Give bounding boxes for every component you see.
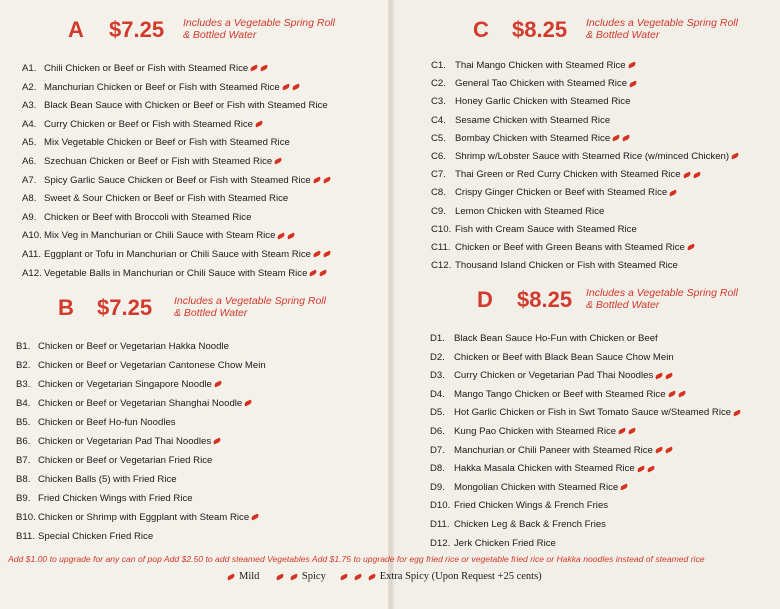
menu-item-d10 — [430, 500, 608, 512]
menu-item-d5 — [430, 407, 741, 419]
item-name: Honey Garlic Chicken with Steamed Rice — [455, 96, 631, 108]
item-code: C2. — [431, 78, 446, 90]
menu-item-a6 — [22, 156, 282, 168]
legend-mild: Mild — [239, 571, 260, 582]
menu-item-b9 — [16, 493, 193, 505]
item-code: C10. — [431, 223, 452, 235]
pepper-icon — [665, 372, 674, 379]
pepper-icon — [620, 484, 629, 491]
pepper-icon — [213, 381, 222, 388]
pepper-icon — [250, 65, 259, 72]
legend-spicy: Spicy — [301, 571, 326, 582]
pepper-icon — [367, 573, 376, 580]
menu-item-c7 — [431, 169, 701, 181]
item-name: Shrimp w/Lobster Sauce with Steamed Rice (w/minced Chicken) — [455, 151, 730, 162]
item-code: D4. — [430, 388, 445, 400]
item-code: D8. — [430, 463, 445, 475]
pepper-icon — [274, 158, 283, 165]
section-note — [183, 17, 363, 41]
item-name: Lemon Chicken with Steamed Rice — [455, 205, 605, 217]
item-code: C5. — [431, 132, 446, 144]
pepper-icon — [612, 135, 621, 142]
pepper-icon — [686, 244, 695, 251]
item-name: Mango Tango Chicken or Beef with Steamed Rice — [454, 388, 666, 400]
item-name: Chicken Balls (5) with Fried Rice — [38, 474, 177, 485]
item-name: Sesame Chicken with Steamed Rice — [455, 114, 611, 126]
item-name: Chicken or Vegetarian Pad Thai Noodles — [38, 436, 212, 447]
pepper-icon — [291, 84, 300, 91]
item-code: D6. — [430, 426, 445, 437]
menu-item-b11 — [16, 531, 153, 543]
item-code: A4. — [22, 118, 37, 130]
menu-item-d4 — [430, 389, 686, 401]
pepper-icon — [669, 189, 678, 196]
item-name: Fried Chicken Wings with Fried Rice — [38, 493, 193, 504]
item-code: B10. — [16, 512, 36, 523]
menu-item-a8 — [22, 193, 288, 205]
pepper-icon — [654, 447, 663, 454]
pepper-icon — [227, 573, 236, 580]
item-name: Fish with Cream Sauce with Steamed Rice — [455, 223, 637, 235]
item-code: A6. — [22, 156, 37, 167]
pepper-icon — [289, 573, 298, 580]
menu-item-d2 — [430, 352, 674, 364]
item-code: B5. — [16, 417, 31, 428]
item-name: Chicken or Beef with Green Beans with Steamed Rice — [455, 242, 685, 253]
section-note — [174, 295, 354, 319]
item-code: A10. — [22, 230, 42, 242]
section-letter: A — [68, 17, 84, 42]
item-name: Thousand Island Chicken or Fish with Steamed Rice — [455, 260, 678, 272]
item-name: Vegetable Balls in Manchurian or Chili Sauce with Steam Rice — [44, 267, 308, 279]
menu-item-c10 — [431, 224, 637, 236]
note-line-2: & Bottled Water — [586, 29, 660, 41]
section-note — [586, 17, 766, 41]
menu-item-a11 — [22, 249, 331, 261]
menu-item-d8 — [430, 463, 655, 475]
item-name: Szechuan Chicken or Beef or Fish with Steamed Rice — [44, 156, 273, 167]
note-line-1: Includes a Vegetable Spring Roll — [174, 295, 326, 307]
section-d-header — [477, 287, 777, 327]
menu-item-a4 — [22, 119, 263, 131]
item-code: C6. — [431, 151, 446, 162]
menu-item-a9 — [22, 212, 251, 224]
note-line-1: Includes a Vegetable Spring Roll — [586, 287, 738, 299]
pepper-icon — [309, 270, 318, 277]
pepper-icon — [636, 465, 645, 472]
item-code: C9. — [431, 205, 446, 217]
pepper-icon — [244, 400, 253, 407]
item-code: B1. — [16, 341, 31, 352]
item-name: Jerk Chicken Fried Rice — [454, 537, 556, 549]
item-code: A9. — [22, 211, 37, 223]
item-name: Chicken or Beef with Black Bean Sauce Chow Mein — [454, 351, 674, 363]
item-name: Thai Green or Red Curry Chicken with Steamed Rice — [455, 169, 681, 181]
item-name: Curry Chicken or Vegetarian Pad Thai Noodles — [454, 370, 654, 382]
item-name: Chili Chicken or Beef or Fish with Steamed Rice — [44, 63, 249, 74]
pepper-icon — [260, 65, 269, 72]
pepper-icon — [667, 391, 676, 398]
pepper-icon — [629, 80, 638, 87]
item-code: B3. — [16, 379, 31, 390]
item-name: Mix Veg in Manchurian or Chili Sauce with Steam Rice — [44, 230, 276, 242]
pepper-icon — [322, 177, 331, 184]
item-code: C8. — [431, 187, 446, 199]
pepper-icon — [213, 438, 222, 445]
item-name: Spicy Garlic Sauce Chicken or Beef or Fish with Steamed Rice — [44, 174, 311, 186]
item-code: A12. — [22, 267, 42, 279]
item-name: Special Chicken Fried Rice — [38, 531, 154, 542]
item-code: D5. — [430, 407, 445, 419]
item-name: Chicken or Vegetarian Singapore Noodle — [38, 379, 212, 390]
section-a-header — [68, 17, 368, 57]
item-name: Eggplant or Tofu in Manchurian or Chili Sauce with Steam Rice — [44, 249, 311, 260]
item-code: B4. — [16, 398, 31, 409]
pepper-icon — [628, 428, 637, 435]
pepper-icon — [655, 372, 664, 379]
item-code: D7. — [430, 444, 445, 456]
pepper-icon — [287, 232, 296, 239]
item-code: D12. — [430, 537, 451, 549]
menu-item-a10 — [22, 230, 295, 242]
item-code: D10. — [430, 500, 451, 512]
menu-item-d12 — [430, 538, 556, 550]
pepper-icon — [312, 177, 321, 184]
pepper-icon — [281, 84, 290, 91]
item-name: Chicken or Beef or Vegetarian Fried Rice — [38, 455, 213, 466]
menu-item-c11 — [431, 242, 695, 254]
section-letter: C — [473, 17, 489, 42]
pepper-icon — [731, 153, 740, 160]
menu-item-c3 — [431, 96, 630, 108]
menu-item-a2 — [22, 82, 300, 94]
menu-item-b3 — [16, 379, 222, 391]
note-line-2: & Bottled Water — [183, 29, 257, 41]
menu-item-c8 — [431, 187, 677, 199]
item-code: A5. — [22, 137, 37, 149]
menu-item-b8 — [16, 474, 177, 486]
pepper-icon — [622, 135, 631, 142]
pepper-icon — [255, 121, 264, 128]
pepper-icon — [646, 465, 655, 472]
section-price: $7.25 — [109, 17, 165, 42]
note-line-2: & Bottled Water — [586, 299, 660, 311]
menu-item-c1 — [431, 60, 636, 72]
menu-item-d6 — [430, 426, 636, 438]
item-code: B2. — [16, 360, 31, 371]
item-name: Chicken Leg & Back & French Fries — [454, 519, 606, 530]
pepper-icon — [627, 62, 636, 69]
pepper-icon — [692, 171, 701, 178]
item-code: D3. — [430, 370, 445, 382]
item-code: D9. — [430, 481, 445, 493]
item-name: Black Bean Sauce Ho-Fun with Chicken or Beef — [454, 333, 658, 344]
upgrade-note: Add $1.00 to upgrade for any can of pop Add $2.50 to add steamed Vegetables Add $1.75 to upgrade for egg fried rice or vegetable fried rice or Hakka noodles instead of steamed rice — [8, 554, 705, 564]
pepper-icon — [664, 447, 673, 454]
item-code: D11. — [430, 519, 450, 530]
item-name: Chicken or Beef with Broccoli with Steamed Rice — [44, 211, 252, 223]
pepper-icon — [251, 514, 260, 521]
menu-item-d11 — [430, 519, 606, 531]
menu-item-c12 — [431, 260, 678, 272]
menu-item-b4 — [16, 398, 252, 410]
item-name: Mix Vegetable Chicken or Beef or Fish with Steamed Rice — [44, 137, 290, 149]
section-price: $8.25 — [517, 287, 573, 312]
section-b-header — [58, 295, 378, 335]
item-code: B7. — [16, 455, 31, 466]
item-name: Chicken or Beef or Vegetarian Shanghai Noodle — [38, 398, 243, 409]
menu-item-a12 — [22, 268, 327, 280]
item-code: D2. — [430, 351, 445, 363]
note-line-1: Includes a Vegetable Spring Roll — [586, 17, 738, 29]
legend-extra-spicy: Extra Spicy (Upon Request +25 cents) — [379, 571, 542, 582]
menu-item-c6 — [431, 151, 739, 163]
menu-item-b2 — [16, 360, 266, 372]
section-note — [586, 287, 766, 311]
item-code: C12. — [431, 260, 452, 272]
item-name: Manchurian Chicken or Beef or Fish with Steamed Rice — [44, 81, 280, 93]
item-code: B6. — [16, 436, 31, 447]
section-c-header — [473, 17, 773, 57]
menu-item-c2 — [431, 78, 637, 90]
pepper-icon — [353, 573, 362, 580]
menu-item-a7 — [22, 175, 331, 187]
menu-item-c5 — [431, 133, 630, 145]
item-code: A3. — [22, 100, 37, 112]
menu-item-d9 — [430, 482, 628, 494]
item-name: Chicken or Shrimp with Eggplant with Steam Rice — [38, 512, 250, 523]
item-code: A11. — [22, 249, 42, 260]
pepper-icon — [275, 573, 284, 580]
pepper-icon — [733, 409, 742, 416]
item-name: Fried Chicken Wings & French Fries — [454, 500, 609, 512]
section-price: $8.25 — [512, 17, 568, 42]
item-name: Bombay Chicken with Steamed Rice — [455, 132, 611, 144]
menu-item-d3 — [430, 370, 673, 382]
pepper-icon — [323, 251, 332, 258]
item-name: Hot Garlic Chicken or Fish in Swt Tomato Sauce w/Steamed Rice — [454, 407, 732, 419]
pepper-icon — [339, 573, 348, 580]
menu-item-b5 — [16, 417, 176, 429]
menu-item-d1 — [430, 333, 658, 345]
item-code: B9. — [16, 493, 31, 504]
item-code: D1. — [430, 333, 445, 344]
item-name: General Tao Chicken with Steamed Rice — [455, 78, 628, 90]
pepper-icon — [319, 270, 328, 277]
item-code: A8. — [22, 193, 37, 205]
menu-item-a1 — [22, 63, 268, 75]
item-name: Mongolian Chicken with Steamed Rice — [454, 481, 619, 493]
item-name: Black Bean Sauce with Chicken or Beef or Fish with Steamed Rice — [44, 100, 328, 112]
pepper-icon — [682, 171, 691, 178]
menu-item-a3 — [22, 100, 328, 112]
section-letter: D — [477, 287, 493, 312]
item-name: Thai Mango Chicken with Steamed Rice — [455, 60, 626, 71]
pepper-icon — [677, 391, 686, 398]
item-name: Chicken or Beef or Vegetarian Hakka Noodle — [38, 341, 229, 352]
item-code: C11. — [431, 242, 451, 253]
item-code: C3. — [431, 96, 446, 108]
spice-legend — [225, 571, 546, 582]
page-fold — [388, 0, 394, 609]
menu-item-d7 — [430, 445, 673, 457]
item-code: C7. — [431, 169, 446, 181]
item-name: Sweet & Sour Chicken or Beef or Fish with Steamed Rice — [44, 193, 289, 205]
menu-item-b6 — [16, 436, 221, 448]
menu-item-c9 — [431, 206, 604, 218]
menu-item-b7 — [16, 455, 212, 467]
menu-item-b1 — [16, 341, 229, 353]
pepper-icon — [618, 428, 627, 435]
note-line-2: & Bottled Water — [174, 307, 248, 319]
item-code: A2. — [22, 81, 37, 93]
note-line-1: Includes a Vegetable Spring Roll — [183, 17, 335, 29]
item-code: C4. — [431, 114, 446, 126]
pepper-icon — [313, 251, 322, 258]
section-letter: B — [58, 295, 74, 320]
item-code: B8. — [16, 474, 31, 485]
item-code: C1. — [431, 60, 446, 71]
pepper-icon — [277, 232, 286, 239]
item-code: A7. — [22, 174, 37, 186]
item-name: Crispy Ginger Chicken or Beef with Steamed Rice — [455, 187, 668, 199]
item-name: Kung Pao Chicken with Steamed Rice — [454, 426, 617, 437]
item-name: Hakka Masala Chicken with Steamed Rice — [454, 463, 635, 475]
menu-item-c4 — [431, 115, 610, 127]
item-name: Chicken or Beef or Vegetarian Cantonese Chow Mein — [38, 360, 266, 371]
menu-item-a5 — [22, 137, 290, 149]
menu-item-b10 — [16, 512, 259, 524]
item-name: Chicken or Beef Ho-fun Noodles — [38, 417, 176, 428]
item-code: A1. — [22, 63, 37, 74]
section-price: $7.25 — [97, 295, 153, 320]
item-code: B11. — [16, 531, 36, 542]
item-name: Manchurian or Chili Paneer with Steamed Rice — [454, 444, 653, 456]
item-name: Curry Chicken or Beef or Fish with Steamed Rice — [44, 118, 254, 130]
